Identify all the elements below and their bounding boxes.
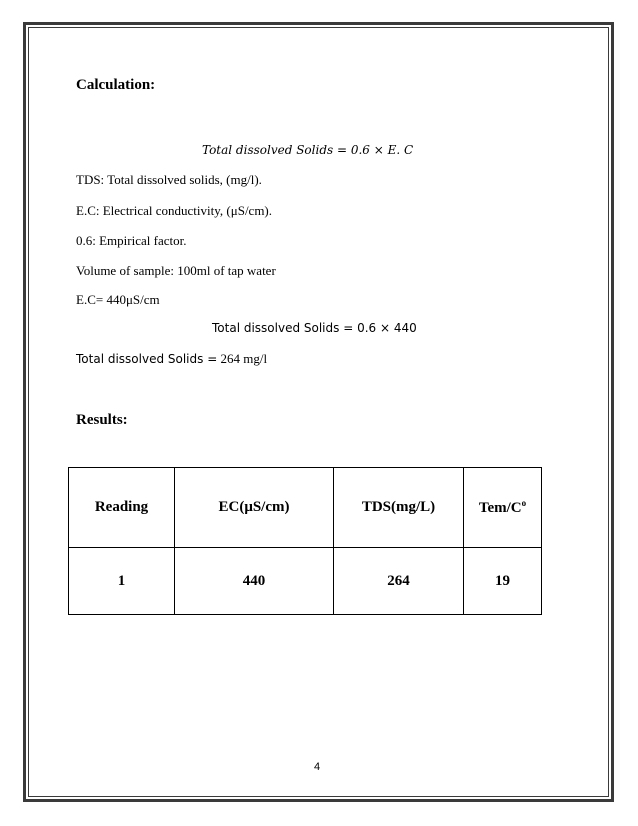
tds-result	[76, 350, 267, 368]
cell-temperature: 19	[464, 548, 542, 615]
header-temperature	[464, 468, 542, 548]
tds-formula: Total dissolved Solids = 0.6 × E. C	[202, 143, 414, 157]
header-tds: TDS(mg/L)	[334, 468, 464, 548]
header-ec: EC(μS/cm)	[175, 468, 334, 548]
cell-reading: 1	[69, 548, 175, 615]
results-table	[68, 467, 542, 615]
definition-tds: TDS: Total dissolved solids, (mg/l).	[76, 172, 262, 187]
header-reading: Reading	[69, 468, 175, 548]
table-row	[69, 548, 542, 615]
calculation-heading: Calculation:	[76, 77, 156, 93]
tds-result-label: Total dissolved Solids =	[76, 352, 218, 366]
page-number: 4	[314, 761, 321, 773]
tds-result-value: 264 mg/l	[217, 351, 268, 366]
sample-volume: Volume of sample: 100ml of tap water	[76, 263, 276, 278]
definition-factor: 0.6: Empirical factor.	[76, 233, 187, 248]
cell-tds: 264	[334, 548, 464, 615]
table-header-row	[69, 468, 542, 548]
header-temperature-label: Tem/C	[478, 500, 522, 516]
definition-ec: E.C: Electrical conductivity, (μS/cm).	[76, 203, 273, 218]
ec-value: E.C= 440μS/cm	[76, 292, 160, 307]
cell-ec: 440	[175, 548, 334, 615]
header-temperature-degree: o	[521, 498, 527, 508]
tds-substituted-formula: Total dissolved Solids = 0.6 × 440	[212, 321, 417, 335]
results-heading: Results:	[76, 412, 128, 428]
